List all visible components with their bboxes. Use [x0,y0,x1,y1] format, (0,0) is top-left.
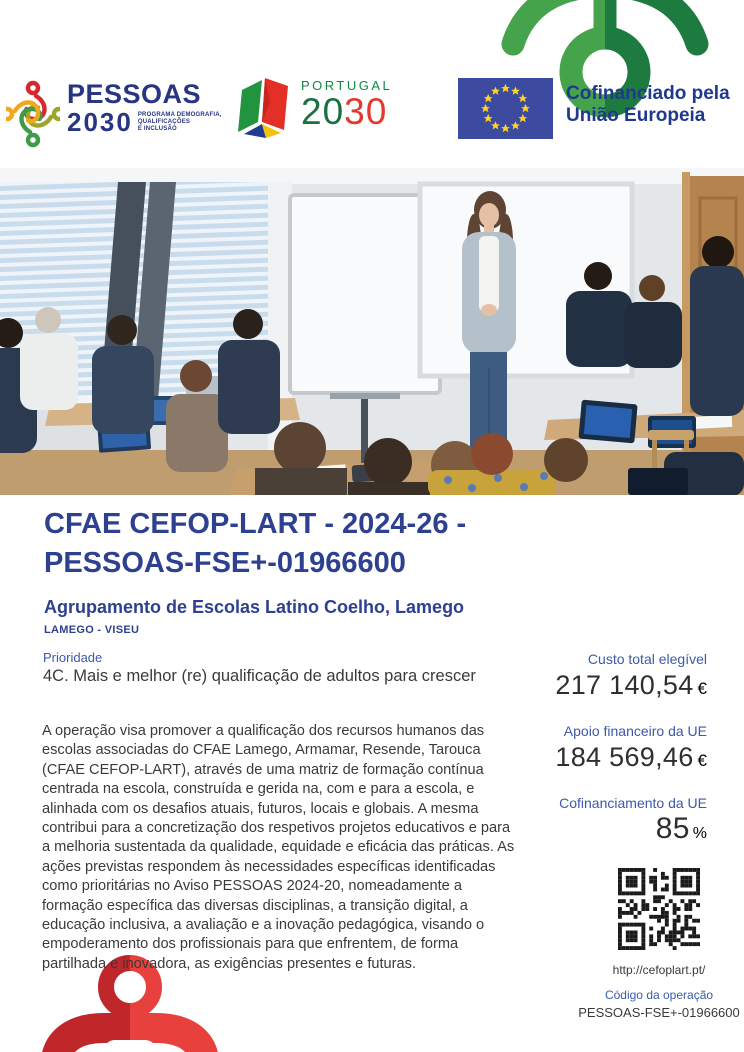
total-eligible-cost [555,651,707,700]
percent-symbol: % [692,825,707,842]
student [544,438,588,482]
priority-section [43,650,476,687]
eu-flag-icon [458,78,553,139]
operation-code-value: PESSOAS-FSE+-01966600 [578,1005,740,1020]
priority-label: Prioridade [43,650,103,665]
priority-text: 4C. Mais e melhor (re) qualificação de adultos para crescer [43,667,476,685]
eu-financial-support-value: 184 569,46 [555,742,694,772]
beneficiary-name: Agrupamento de Escolas Latino Coelho, Lamego [44,597,465,617]
pessoas-people-icon [6,74,60,150]
portugal-logo-name: PORTUGAL [301,78,393,93]
eu-cofunding-block [458,78,730,139]
eu-financial-support-label: Apoio financeiro da UE [563,723,707,739]
pessoas-logo-tagline: PROGRAMA DEMOGRAFIA, QUALIFICAÇÕES E INCLUSÃO [137,112,222,132]
pessoas-2030-logo [6,74,222,150]
qr-code [618,868,700,950]
total-eligible-cost-label: Custo total elegível [587,651,707,667]
eu-financial-support [555,723,707,772]
euro-symbol: € [697,751,707,770]
operation-code-label: Código da operação [604,988,714,1002]
portugal-2030-icon [236,76,294,142]
portugal-2030-logo [236,76,392,142]
operation-title: CFAE CEFOP-LART - 2024-26 - PESSOAS-FSE+-01966600 [44,508,467,579]
classroom-photo [0,168,744,495]
laptop [578,400,637,444]
operation-description: A operação visa promover a qualificação dos recursos humanos das escolas associadas do CFAE Lamego, Armamar, Resende, Tarouca (CFAE CEFOP-LART), através de uma matriz de formação contínua centrada na escola, construída e gerida na, com e para a escola, e alinhada com os desafios atuais, futuros, locais e globais. A mesma contribui para a concretização dos respetivos projetos educativos e para a melhoria sustentada da qualidade, equidade e eficácia das práticas. As ações previstas respondem às necessidades específicas identificadas como prioritárias no Aviso PESSOAS 2024-20, nomeadamente a formação específica das diversas disciplinas, a transição digital, a educação inclusiva, a avaliação e a inovação pedagógica, visando o empoderamento dos profissionais para que enfrentem, de forma partilhada e inovadora, as exigências presentes e futuras. [42,723,515,972]
pessoas-logo-name: PESSOAS [67,79,202,109]
portugal-logo-year: 2030 [301,91,388,132]
pessoas-logo-year: 2030 [67,107,133,137]
eu-cofinancing-rate-label: Cofinanciamento da UE [559,795,707,811]
eu-cofinancing-rate [559,795,707,844]
eu-cofinancing-rate-value: 85 [655,812,690,845]
eu-cofunding-label: Cofinanciado pela União Europeia [566,83,730,126]
website-url-link[interactable]: http://cefoplart.pt/ [612,963,706,977]
footer-column [557,868,744,1020]
location-label: LAMEGO - VISEU [44,624,140,636]
euro-symbol: € [697,679,707,698]
paper-sheet [690,415,733,429]
total-eligible-cost-value: 217 140,54 [555,670,694,700]
